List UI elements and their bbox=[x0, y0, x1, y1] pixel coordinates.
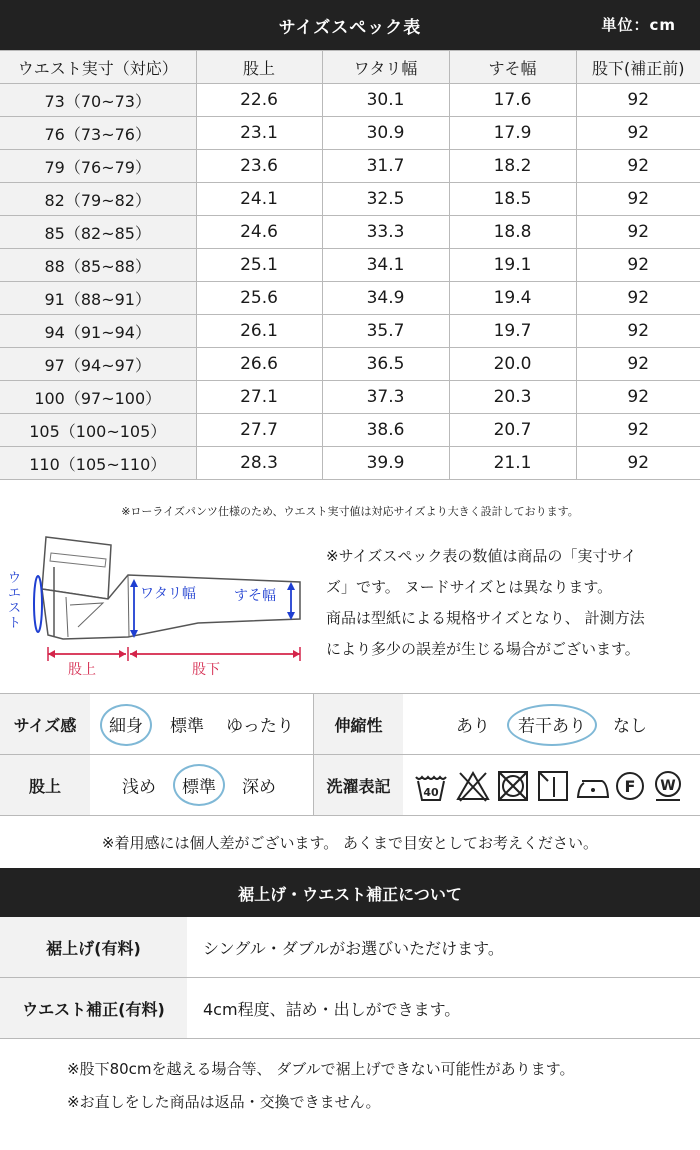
stretch-option: あり bbox=[456, 716, 490, 737]
measurement-cell: 26.1 bbox=[196, 315, 322, 348]
measurement-cell: 17.6 bbox=[449, 84, 576, 117]
waist-size-cell: 88（85~88） bbox=[0, 249, 196, 282]
table-row bbox=[0, 414, 700, 447]
measurement-cell: 18.5 bbox=[449, 183, 576, 216]
note-line: ズ」です。 ヌードサイズとは異なります。 bbox=[326, 578, 613, 596]
table-row bbox=[0, 381, 700, 414]
column-header: 股上 bbox=[196, 51, 322, 84]
measurement-cell: 19.1 bbox=[449, 249, 576, 282]
table-row bbox=[0, 249, 700, 282]
footnote: ※お直しをした商品は返品・交換できません。 bbox=[67, 1093, 381, 1111]
note-line: ※サイズスペック表の数値は商品の「実寸サイ bbox=[326, 547, 637, 565]
measurement-cell: 19.7 bbox=[449, 315, 576, 348]
hem-row-label: 裾上げ(有料) bbox=[0, 917, 187, 977]
table-row bbox=[0, 150, 700, 183]
waist-size-cell: 73（70~73） bbox=[0, 84, 196, 117]
rise-option: 深め bbox=[242, 777, 276, 798]
spec-notes bbox=[326, 541, 696, 665]
lowrise-note: ※ローライズパンツ仕様のため、ウエスト実寸値は対応サイズより大きく設計しております。 bbox=[121, 505, 579, 518]
measurement-cell: 20.3 bbox=[449, 381, 576, 414]
waist-label: ウエスト bbox=[8, 571, 22, 631]
measurement-cell: 19.4 bbox=[449, 282, 576, 315]
hem-label: すそ幅 bbox=[234, 588, 276, 604]
wet-clean-w-icon bbox=[651, 769, 685, 803]
table-row bbox=[0, 282, 700, 315]
measurement-cell: 25.1 bbox=[196, 249, 322, 282]
footnote: ※股下80cmを越える場合等、 ダブルで裾上げできない可能性があります。 bbox=[67, 1060, 575, 1078]
spec-title: サイズスペック表 bbox=[278, 18, 422, 38]
waist-size-cell: 110（105~110） bbox=[0, 447, 196, 480]
hem-row-value: シングル・ダブルがお選びいただけます。 bbox=[203, 938, 504, 958]
hem-row-label: ウエスト補正(有料) bbox=[0, 978, 187, 1038]
measurement-cell: 92 bbox=[576, 381, 700, 414]
measurement-cell: 92 bbox=[576, 150, 700, 183]
measurement-cell: 18.2 bbox=[449, 150, 576, 183]
hem-section-title: 裾上げ・ウエスト補正について bbox=[238, 885, 462, 904]
stretch-option: なし bbox=[613, 716, 647, 737]
measurement-cell: 28.3 bbox=[196, 447, 322, 480]
rise-option: 浅め bbox=[122, 777, 156, 798]
measurement-cell: 25.6 bbox=[196, 282, 322, 315]
hem-row-value: 4cm程度、詰め・出しができます。 bbox=[203, 999, 461, 1019]
measurement-cell: 37.3 bbox=[322, 381, 449, 414]
measurement-cell: 92 bbox=[576, 414, 700, 447]
measurement-cell: 92 bbox=[576, 348, 700, 381]
measurement-cell: 21.1 bbox=[449, 447, 576, 480]
note-line: により多少の誤差が生じる場合がございます。 bbox=[326, 640, 640, 658]
line-dry-shade-icon bbox=[536, 769, 570, 803]
table-row bbox=[0, 315, 700, 348]
waist-size-cell: 94（91~94） bbox=[0, 315, 196, 348]
waist-size-cell: 85（82~85） bbox=[0, 216, 196, 249]
measurement-cell: 92 bbox=[576, 117, 700, 150]
hem-section-header bbox=[0, 868, 700, 917]
column-header: すそ幅 bbox=[449, 51, 576, 84]
measurement-cell: 30.9 bbox=[322, 117, 449, 150]
rise-attr-label: 股上 bbox=[0, 755, 90, 815]
waist-size-cell: 79（76~79） bbox=[0, 150, 196, 183]
measurement-cell: 92 bbox=[576, 216, 700, 249]
measurement-cell: 92 bbox=[576, 447, 700, 480]
iron-low-icon bbox=[576, 769, 610, 803]
waist-size-cell: 100（97~100） bbox=[0, 381, 196, 414]
fit-option: ゆったり bbox=[226, 716, 294, 737]
measurement-cell: 26.6 bbox=[196, 348, 322, 381]
column-header: 股下(補正前) bbox=[576, 51, 700, 84]
stretch-label: 伸縮性 bbox=[313, 694, 403, 754]
measurement-cell: 92 bbox=[576, 183, 700, 216]
column-header: ウエスト実寸（対応） bbox=[0, 51, 196, 84]
care-label: 洗濯表記 bbox=[313, 755, 403, 815]
dry-clean-letter: F bbox=[624, 777, 636, 796]
thigh-label: ワタリ幅 bbox=[140, 586, 196, 602]
measurement-cell: 23.6 bbox=[196, 150, 322, 183]
measurement-cell: 34.1 bbox=[322, 249, 449, 282]
fit-label: サイズ感 bbox=[0, 694, 90, 754]
measurement-cell: 39.9 bbox=[322, 447, 449, 480]
rise-label: 股上 bbox=[68, 662, 96, 678]
no-tumble-dry-icon bbox=[496, 769, 530, 803]
waist-size-cell: 91（88~91） bbox=[0, 282, 196, 315]
attributes-row bbox=[0, 693, 700, 754]
fit-option: 標準 bbox=[170, 716, 204, 737]
measurement-cell: 35.7 bbox=[322, 315, 449, 348]
size-spec-table bbox=[0, 50, 700, 480]
attributes-row bbox=[0, 754, 700, 816]
measurement-cell: 38.6 bbox=[322, 414, 449, 447]
waist-size-cell: 76（73~76） bbox=[0, 117, 196, 150]
measurement-cell: 22.6 bbox=[196, 84, 322, 117]
fit-option: 細身 bbox=[109, 716, 143, 737]
table-row bbox=[0, 183, 700, 216]
measurement-cell: 32.5 bbox=[322, 183, 449, 216]
dry-clean-f-icon bbox=[613, 769, 647, 803]
fit-note: ※着用感には個人差がございます。 あくまで目安としてお考えください。 bbox=[101, 834, 599, 852]
wash-40-icon bbox=[414, 769, 448, 803]
waist-size-cell: 82（79~82） bbox=[0, 183, 196, 216]
pants-measurement-diagram bbox=[8, 527, 313, 682]
measurement-cell: 34.9 bbox=[322, 282, 449, 315]
measurement-cell: 92 bbox=[576, 282, 700, 315]
measurement-cell: 20.0 bbox=[449, 348, 576, 381]
measurement-cell: 24.6 bbox=[196, 216, 322, 249]
stretch-option: 若干あり bbox=[518, 716, 586, 737]
measurement-cell: 31.7 bbox=[322, 150, 449, 183]
measurement-cell: 92 bbox=[576, 249, 700, 282]
no-bleach-icon bbox=[456, 769, 490, 803]
measurement-cell: 17.9 bbox=[449, 117, 576, 150]
column-header: ワタリ幅 bbox=[322, 51, 449, 84]
measurement-cell: 27.7 bbox=[196, 414, 322, 447]
inseam-label: 股下 bbox=[192, 662, 220, 678]
measurement-cell: 30.1 bbox=[322, 84, 449, 117]
measurement-cell: 27.1 bbox=[196, 381, 322, 414]
measurement-cell: 33.3 bbox=[322, 216, 449, 249]
measurement-cell: 92 bbox=[576, 315, 700, 348]
table-row bbox=[0, 447, 700, 480]
wet-clean-letter: W bbox=[660, 778, 676, 794]
table-row bbox=[0, 216, 700, 249]
attributes-table bbox=[0, 693, 700, 816]
measurement-cell: 18.8 bbox=[449, 216, 576, 249]
hem-row bbox=[0, 978, 700, 1039]
measurement-cell: 92 bbox=[576, 84, 700, 117]
spec-header-bar bbox=[0, 0, 700, 50]
table-row bbox=[0, 84, 700, 117]
table-header-row bbox=[0, 51, 700, 84]
table-row bbox=[0, 117, 700, 150]
waist-size-cell: 97（94~97） bbox=[0, 348, 196, 381]
measurement-cell: 23.1 bbox=[196, 117, 322, 150]
measurement-cell: 20.7 bbox=[449, 414, 576, 447]
rise-option: 標準 bbox=[182, 777, 216, 798]
note-line: 商品は型紙による規格サイズとなり、 計測方法 bbox=[326, 609, 645, 627]
spec-unit: 単位：cm bbox=[601, 16, 676, 34]
measurement-cell: 36.5 bbox=[322, 348, 449, 381]
waist-size-cell: 105（100~105） bbox=[0, 414, 196, 447]
hem-row bbox=[0, 917, 700, 978]
measurement-cell: 24.1 bbox=[196, 183, 322, 216]
table-row bbox=[0, 348, 700, 381]
wash-temp-text: 40 bbox=[423, 786, 439, 799]
